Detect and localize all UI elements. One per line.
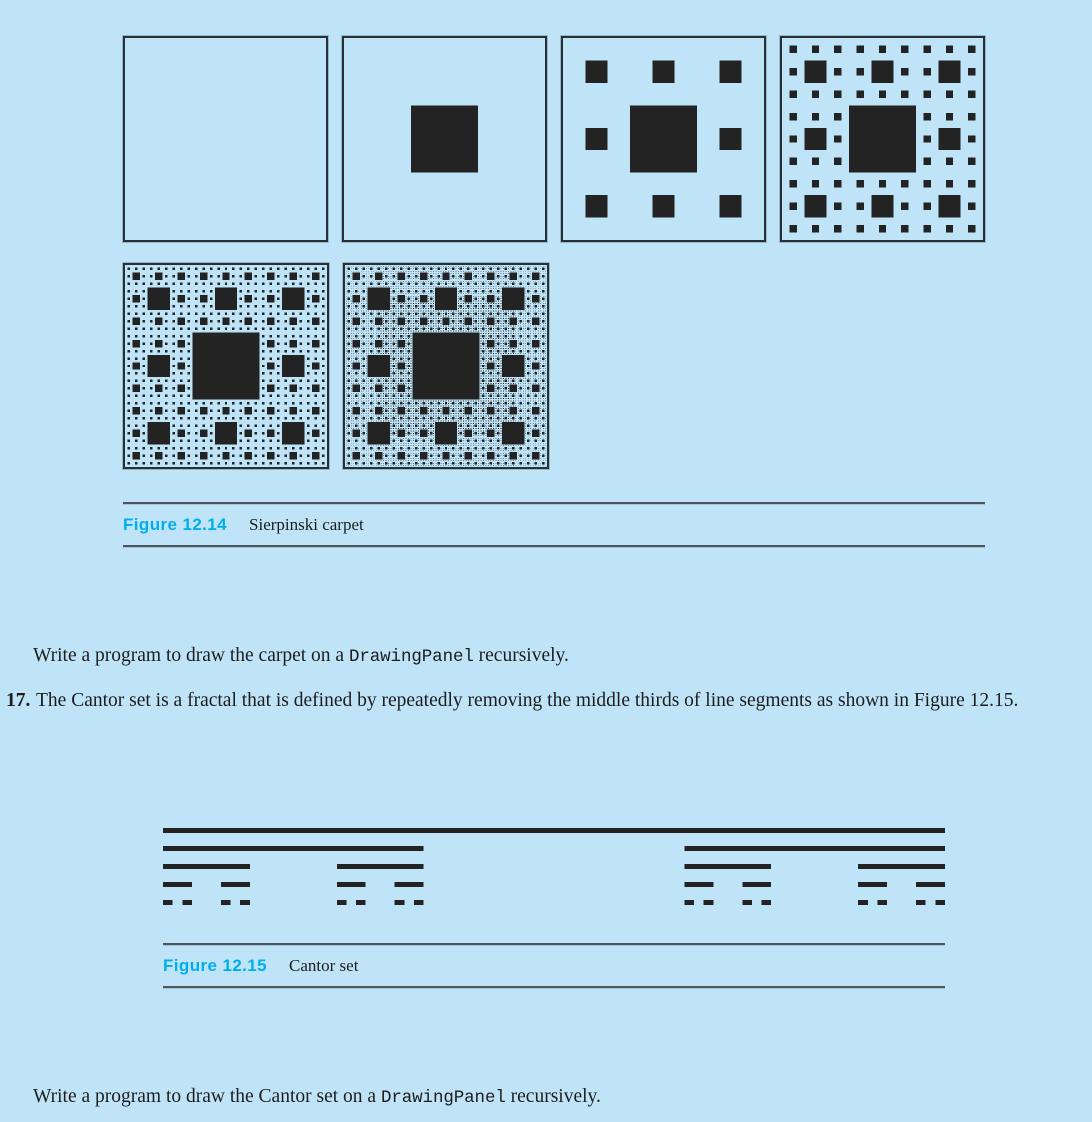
- sierpinski-level-3-graphic: [782, 38, 983, 240]
- figure-1215-caption: [163, 943, 945, 988]
- figure-label: Figure 12.14: [123, 515, 228, 534]
- paragraph-draw-cantor: [33, 1082, 1053, 1113]
- sierpinski-level-3: [780, 36, 985, 242]
- sierpinski-level-4-graphic: [125, 265, 327, 467]
- figure-label: Figure 12.15: [163, 956, 268, 975]
- exercise-item-17: [6, 686, 1066, 716]
- item-text: The Cantor set is a fractal that is defined by repeatedly removing the middle thirds of line segments as shown in Figure 12.15.: [36, 690, 1019, 711]
- sierpinski-level-2: [561, 36, 766, 242]
- sierpinski-level-2-graphic: [563, 38, 764, 240]
- figure-title: Sierpinski carpet: [249, 515, 364, 534]
- item-number: 17.: [6, 690, 31, 711]
- figure-1214-caption: [123, 502, 985, 547]
- code-drawingpanel: DrawingPanel: [348, 647, 474, 667]
- para-carpet-after: recursively.: [473, 645, 569, 666]
- para-cantor-after: recursively.: [505, 1086, 601, 1107]
- cantor-set-graphic: [163, 828, 945, 906]
- carpet-row-bottom: [123, 263, 985, 469]
- caption-text: [163, 945, 945, 986]
- sierpinski-level-4: [123, 263, 329, 469]
- figure-title: Cantor set: [289, 956, 359, 975]
- sierpinski-level-5: [343, 263, 549, 469]
- para-carpet-before: Write a program to draw the carpet on a: [33, 645, 349, 666]
- caption-rule-bottom: [163, 986, 945, 988]
- para-cantor-before: Write a program to draw the Cantor set on a: [33, 1086, 381, 1107]
- paragraph-draw-carpet: [33, 641, 1053, 672]
- sierpinski-level-5-graphic: [345, 265, 547, 467]
- sierpinski-level-1-graphic: [344, 38, 545, 240]
- caption-text: [123, 504, 985, 545]
- carpet-row-top: [123, 36, 985, 242]
- code-drawingpanel: DrawingPanel: [380, 1088, 506, 1108]
- sierpinski-level-0-graphic: [125, 38, 326, 240]
- cantor-set-figure: [163, 828, 945, 906]
- sierpinski-level-0: [123, 36, 328, 242]
- caption-rule-bottom: [123, 545, 985, 547]
- sierpinski-carpet-figure: [123, 36, 985, 469]
- sierpinski-level-1: [342, 36, 547, 242]
